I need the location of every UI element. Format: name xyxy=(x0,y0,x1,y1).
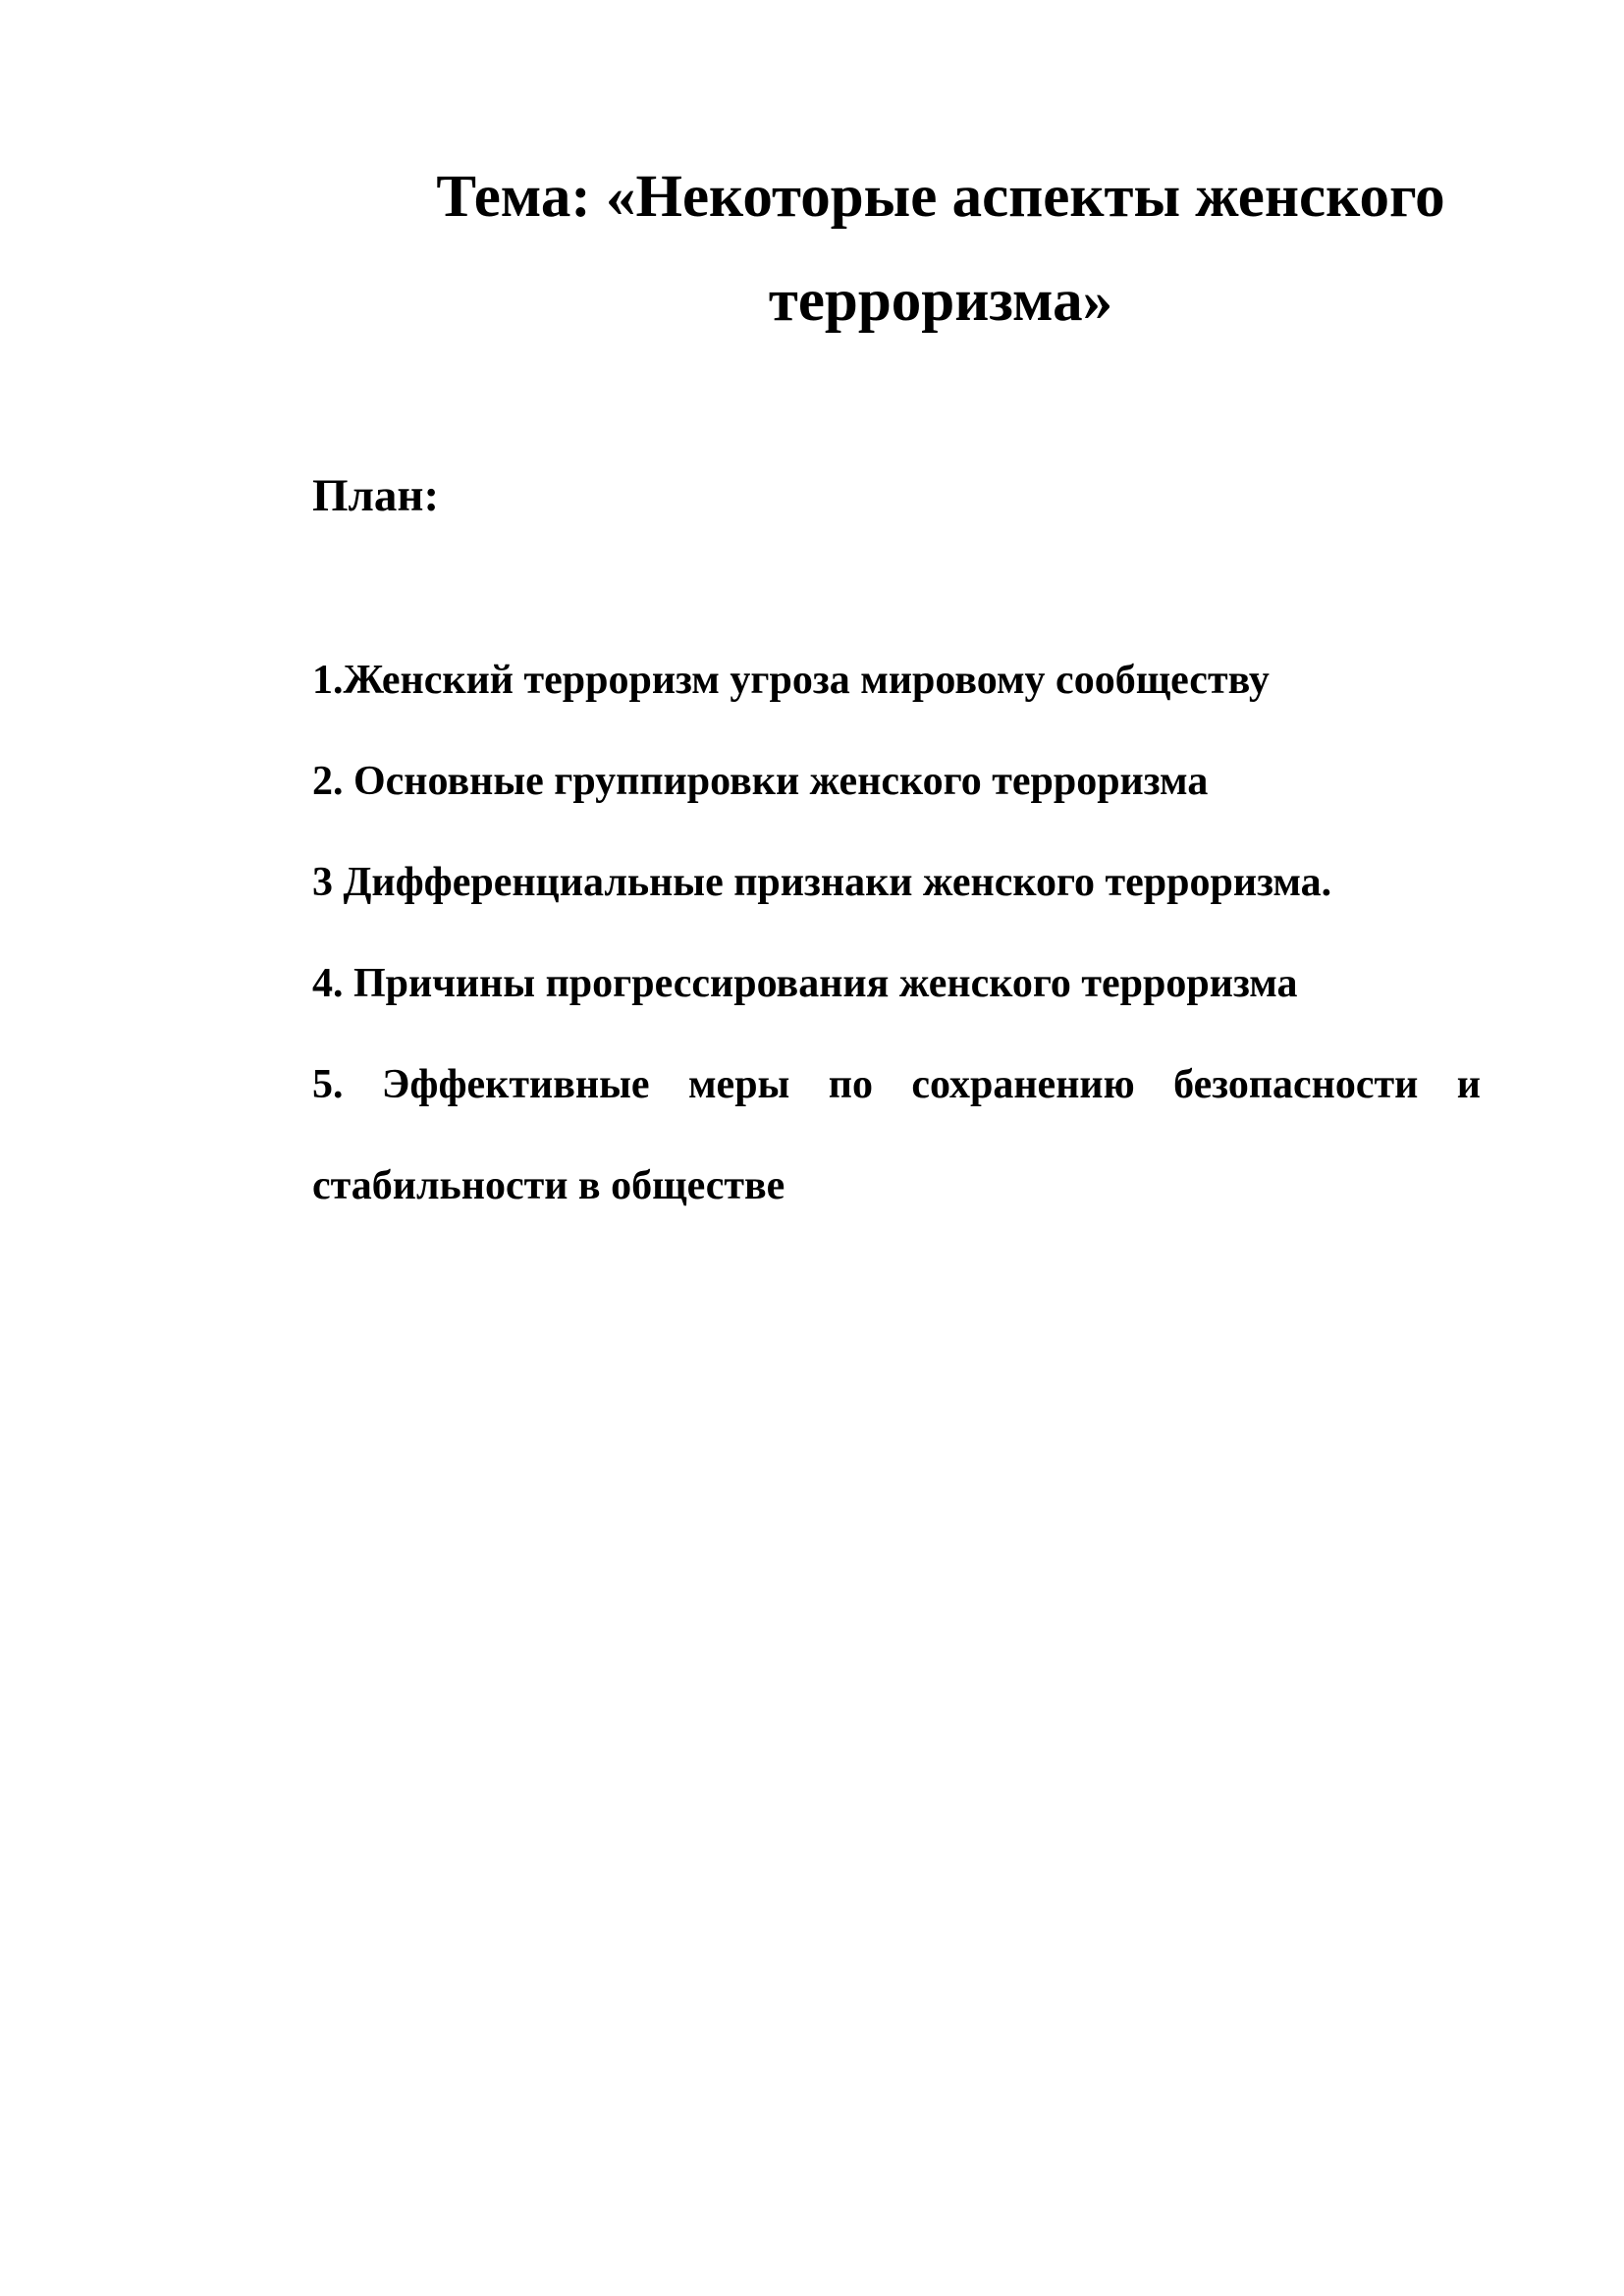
plan-item-4: 4. Причины прогрессирования женского терроризма xyxy=(312,961,1298,1006)
plan-heading: План: xyxy=(312,470,440,521)
plan-list xyxy=(312,630,1481,1237)
plan-item-2: 2. Основные группировки женского терроризма xyxy=(312,759,1209,804)
plan-item-5: 5. Эффективные меры по сохранению безопасности и стабильности в обществе xyxy=(312,1062,1481,1208)
plan-item-3: 3 Дифференциальные признаки женского терроризма. xyxy=(312,860,1332,905)
document-title: Тема: «Некоторые аспекты женского терроризма» xyxy=(436,164,1445,334)
plan-item-1: 1.Женский терроризм угроза мировому сообществу xyxy=(312,658,1270,703)
